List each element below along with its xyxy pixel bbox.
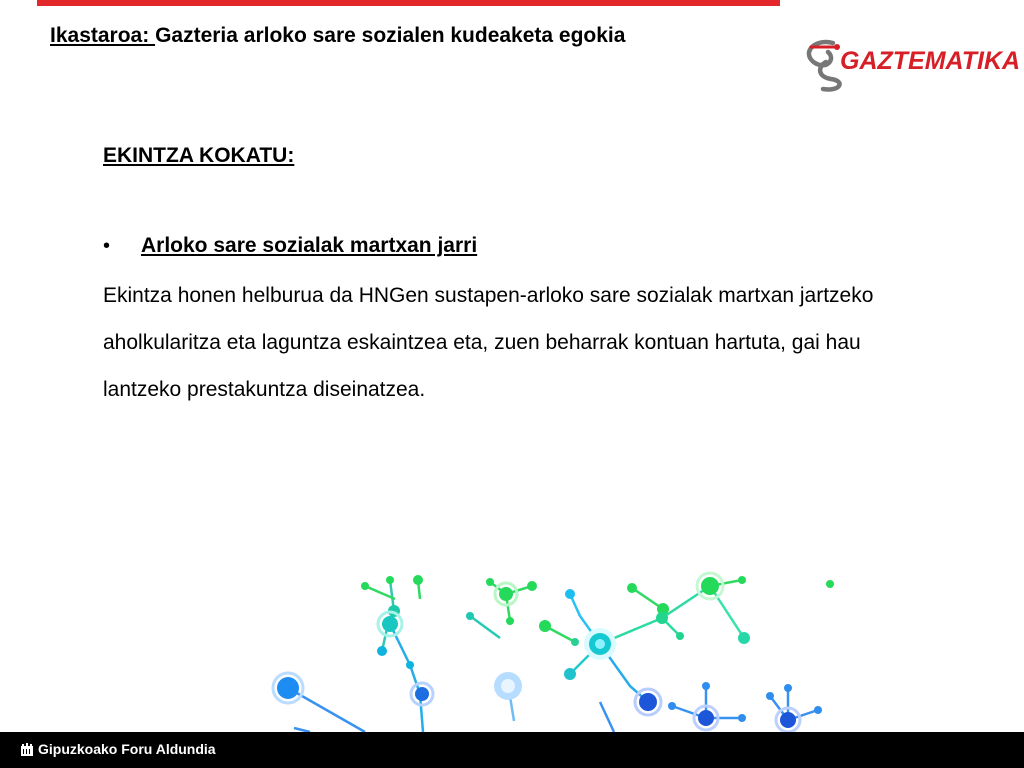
crest-icon <box>20 743 34 757</box>
bullet-dot-icon: • <box>103 235 111 257</box>
footer-bar <box>0 732 1024 768</box>
network-edges <box>288 580 818 732</box>
course-title <box>50 24 625 48</box>
body-paragraph: Ekintza honen helburua da HNGen sustapen-arloko sare sozialak martxan jartzeko aholkularitza eta laguntza eskaintzea eta, zuen beharrak kontuan hartuta, gai hau lantzeko prestakuntza diseinatzea. <box>103 284 874 401</box>
bullet-item <box>103 230 903 262</box>
footer-label: Gipuzkoako Foru Aldundia <box>38 741 216 757</box>
network-nodes <box>273 573 834 732</box>
course-title-prefix: Ikastaroa: <box>50 24 156 47</box>
gaztematika-logo <box>803 36 1021 92</box>
section-heading: EKINTZA KOKATU: <box>103 144 295 167</box>
logo-mark <box>809 42 840 89</box>
main-content <box>103 140 903 434</box>
network-graph-icon <box>270 576 840 732</box>
logo-wordmark: GAZTEMATIKA <box>840 47 1021 75</box>
bullet-label: Arloko sare sozialak martxan jarri <box>141 234 478 257</box>
top-accent-bar <box>37 0 780 6</box>
course-title-text: Gazteria arloko sare sozialen kudeaketa egokia <box>155 24 626 47</box>
